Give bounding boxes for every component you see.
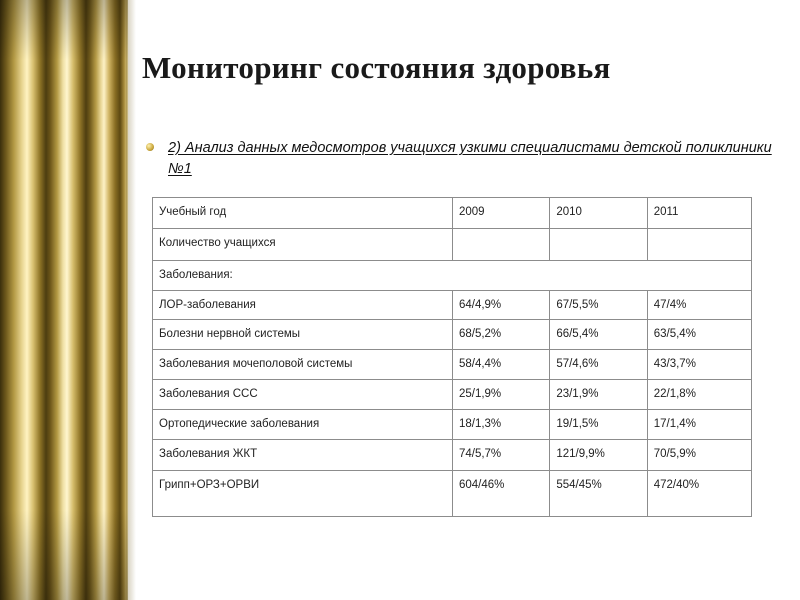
table-cell — [452, 229, 549, 261]
row-label-cell: Грипп+ОРЗ+ОРВИ — [153, 471, 453, 517]
row-label-cell: Заболевания мочеполовой системы — [153, 350, 453, 380]
value-cell: 43/3,7% — [647, 350, 751, 380]
value-cell: 121/9,9% — [550, 440, 647, 471]
table-header-row — [153, 198, 752, 229]
header-cell: 2011 — [647, 198, 751, 229]
value-cell: 19/1,5% — [550, 410, 647, 440]
row-label-cell: Заболевания ЖКТ — [153, 440, 453, 471]
row-label-cell: Ортопедические заболевания — [153, 410, 453, 440]
value-cell: 23/1,9% — [550, 380, 647, 410]
value-cell: 25/1,9% — [452, 380, 549, 410]
table-cell — [647, 229, 751, 261]
value-cell: 64/4,9% — [452, 291, 549, 320]
row-label-cell: ЛОР-заболевания — [153, 291, 453, 320]
value-cell: 58/4,4% — [452, 350, 549, 380]
header-cell: 2009 — [452, 198, 549, 229]
value-cell: 22/1,8% — [647, 380, 751, 410]
value-cell: 57/4,6% — [550, 350, 647, 380]
slide-title: Мониторинг состояния здоровья — [142, 50, 611, 85]
table-row — [153, 440, 752, 471]
table-cell: Количество учащихся — [153, 229, 453, 261]
row-label-cell: Заболевания ССС — [153, 380, 453, 410]
curtain-edge — [126, 0, 136, 600]
table-row — [153, 380, 752, 410]
section-label: Заболевания: — [153, 261, 752, 291]
curtain-decoration — [0, 0, 128, 600]
header-cell: Учебный год — [153, 198, 453, 229]
table-cell — [550, 229, 647, 261]
bullet-text: 2) Анализ данных медосмотров учащихся узкими специалистами детской поликлиники №1 — [168, 140, 772, 177]
value-cell: 554/45% — [550, 471, 647, 517]
bullet-item — [146, 138, 786, 180]
table-row — [153, 291, 752, 320]
value-cell: 63/5,4% — [647, 320, 751, 350]
value-cell: 47/4% — [647, 291, 751, 320]
value-cell: 18/1,3% — [452, 410, 549, 440]
count-row — [153, 229, 752, 261]
value-cell: 70/5,9% — [647, 440, 751, 471]
table-row — [153, 320, 752, 350]
row-label-cell: Болезни нервной системы — [153, 320, 453, 350]
value-cell: 17/1,4% — [647, 410, 751, 440]
value-cell: 68/5,2% — [452, 320, 549, 350]
header-cell: 2010 — [550, 198, 647, 229]
value-cell: 66/5,4% — [550, 320, 647, 350]
table-row — [153, 410, 752, 440]
table-row — [153, 350, 752, 380]
table-row — [153, 471, 752, 517]
bullet-icon — [146, 143, 154, 151]
value-cell: 604/46% — [452, 471, 549, 517]
section-row — [153, 261, 752, 291]
value-cell: 472/40% — [647, 471, 751, 517]
data-table — [152, 197, 752, 517]
value-cell: 74/5,7% — [452, 440, 549, 471]
value-cell: 67/5,5% — [550, 291, 647, 320]
